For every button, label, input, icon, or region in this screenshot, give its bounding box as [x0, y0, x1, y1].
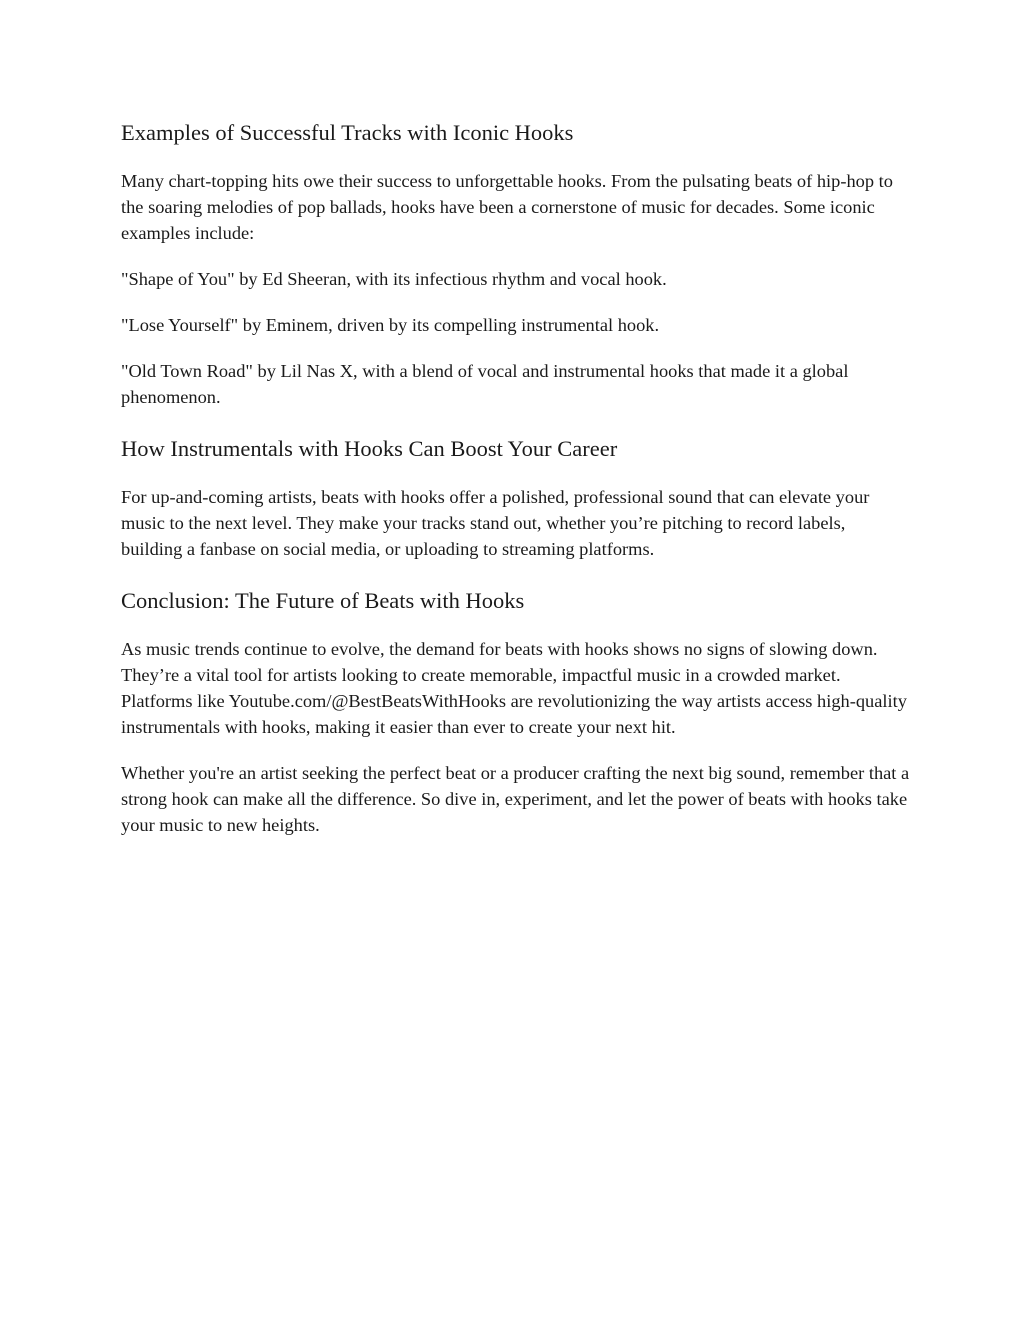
- section-career: [121, 434, 911, 562]
- section-heading: Examples of Successful Tracks with Iconic Hooks: [121, 120, 574, 145]
- section-examples: [121, 118, 911, 410]
- intro-paragraph: Many chart-topping hits owe their success to unforgettable hooks. From the pulsating beats of hip-hop to the soaring melodies of pop ballads, hooks have been a cornerstone of music for decades. Some iconic examples include:: [121, 171, 893, 243]
- example-item-lose-yourself: "Lose Yourself" by Eminem, driven by its compelling instrumental hook.: [121, 315, 660, 335]
- body-paragraph: As music trends continue to evolve, the demand for beats with hooks shows no signs of slowing down. They’re a vital tool for artists looking to create memorable, impactful music in a crowded market. Platforms like Youtube.com/@BestBeatsWithHooks are revolutionizing the way artists access high-quality instrumentals with hooks, making it easier than ever to create your next hit.: [121, 639, 907, 737]
- document-page: [121, 118, 911, 838]
- section-heading: How Instrumentals with Hooks Can Boost Your Career: [121, 436, 618, 461]
- example-item-old-town-road: "Old Town Road" by Lil Nas X, with a blend of vocal and instrumental hooks that made it a global phenomenon.: [121, 361, 849, 407]
- example-item-shape-of-you: "Shape of You" by Ed Sheeran, with its infectious rhythm and vocal hook.: [121, 269, 667, 289]
- closing-paragraph: Whether you're an artist seeking the perfect beat or a producer crafting the next big sound, remember that a strong hook can make all the difference. So dive in, experiment, and let the power of beats with hooks take your music to new heights.: [121, 763, 910, 835]
- body-paragraph: For up-and-coming artists, beats with hooks offer a polished, professional sound that can elevate your music to the next level. They make your tracks stand out, whether you’re pitching to record labels, building a fanbase on social media, or uploading to streaming platforms.: [121, 487, 870, 559]
- section-heading: Conclusion: The Future of Beats with Hooks: [121, 588, 525, 613]
- section-conclusion: [121, 586, 911, 838]
